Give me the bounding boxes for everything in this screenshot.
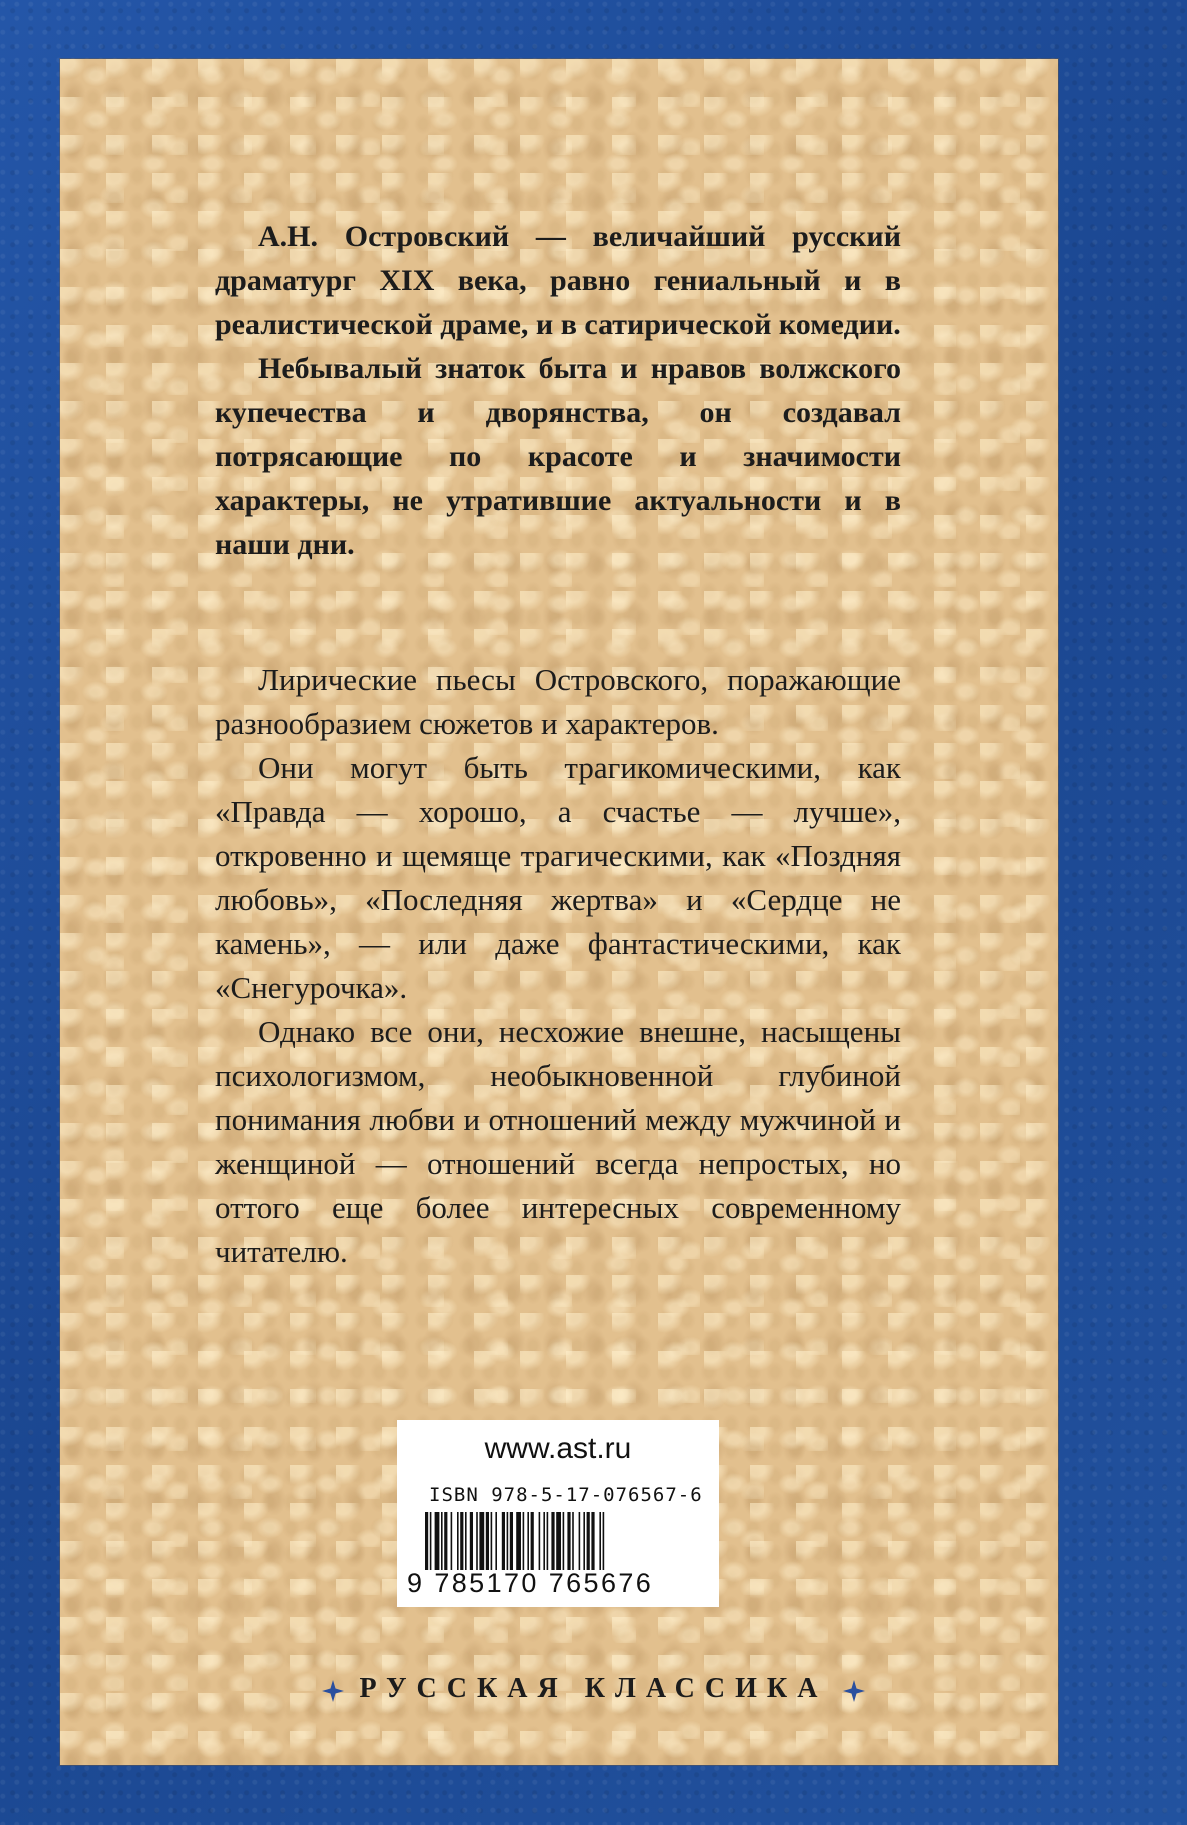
barcode-bar bbox=[591, 1512, 594, 1570]
barcode-bar bbox=[563, 1512, 565, 1570]
series-line bbox=[0, 1673, 1187, 1705]
barcode-bar bbox=[587, 1512, 590, 1570]
barcode-digits: 9 785170 765676 bbox=[407, 1568, 654, 1598]
barcode-bar bbox=[523, 1512, 525, 1570]
barcode-bar bbox=[502, 1512, 505, 1570]
barcode-bar bbox=[425, 1512, 428, 1570]
barcode-bar bbox=[457, 1512, 459, 1570]
diamond-star-icon bbox=[322, 1680, 344, 1702]
diamond-star-icon bbox=[843, 1680, 865, 1702]
barcode-bar bbox=[539, 1512, 541, 1570]
barcode-bar bbox=[531, 1512, 534, 1570]
barcode-bar bbox=[543, 1512, 545, 1570]
bold-paragraph-1: А.Н. Островский — величайший русский драматург XIX века, равно гениальный и в реалистической драме, и в сатирической комедии. bbox=[215, 220, 901, 341]
barcode-bar bbox=[491, 1512, 493, 1570]
paragraph-1: Лирические пьесы Островского, поражающие разнообразием сюжетов и характеров. bbox=[215, 662, 901, 741]
barcode-bar bbox=[583, 1512, 585, 1570]
barcode-bar bbox=[470, 1512, 473, 1570]
barcode-bar bbox=[495, 1512, 497, 1570]
barcode-bar bbox=[507, 1512, 509, 1570]
barcode-bar bbox=[579, 1512, 581, 1570]
barcode-bar bbox=[479, 1512, 484, 1570]
publisher-site: www.ast.ru bbox=[484, 1432, 632, 1465]
barcode-bar bbox=[516, 1512, 521, 1570]
barcode-bar bbox=[430, 1512, 432, 1570]
barcode-bars bbox=[425, 1512, 697, 1570]
barcode-bar bbox=[572, 1512, 574, 1570]
barcode-bar bbox=[510, 1512, 513, 1570]
barcode-bar bbox=[603, 1512, 605, 1570]
barcode-bar bbox=[599, 1512, 601, 1570]
paragraph-2: Они могут быть трагикомическими, как «Правда — хорошо, а счастье — лучше», откровенно и щемяще трагическими, как «Поздняя любовь», «Последняя жертва» и «Сердце не камень», — или даже фантастическими, как «Снегурочка». bbox=[215, 750, 901, 1005]
series-label: РУССКАЯ КЛАССИКА bbox=[359, 1673, 828, 1704]
barcode-bar bbox=[556, 1512, 561, 1570]
barcode-bar bbox=[486, 1512, 489, 1570]
barcode-bar bbox=[441, 1512, 443, 1570]
barcode-bar bbox=[567, 1512, 570, 1570]
bold-paragraph-2: Небывалый знаток быта и нравов волжского купечества и дворянства, он создавал потрясающие по красоте и значимости характеры, не утратившие актуальности и в наши дни. bbox=[215, 352, 901, 561]
barcode-bar bbox=[547, 1512, 549, 1570]
barcode-bar bbox=[460, 1512, 463, 1570]
barcode-bar bbox=[476, 1512, 478, 1570]
barcode-bar bbox=[551, 1512, 554, 1570]
barcode-bar bbox=[435, 1512, 440, 1570]
description-bold-block bbox=[215, 215, 901, 567]
barcode-bar bbox=[527, 1512, 529, 1570]
barcode-bar bbox=[451, 1512, 453, 1570]
barcode-bar bbox=[444, 1512, 447, 1570]
description-regular-block bbox=[215, 658, 901, 1274]
barcode-bar bbox=[465, 1512, 467, 1570]
barcode-box bbox=[397, 1420, 719, 1607]
isbn-label: ISBN 978-5-17-076567-6 bbox=[429, 1484, 703, 1506]
paragraph-3: Однако все они, несхожие внешне, насыщены психологизмом, необыкновенной глубиной понимания любви и отношений между мужчиной и женщиной — отношений всегда непростых, но оттого еще более интересных современному читателю. bbox=[215, 1014, 901, 1269]
